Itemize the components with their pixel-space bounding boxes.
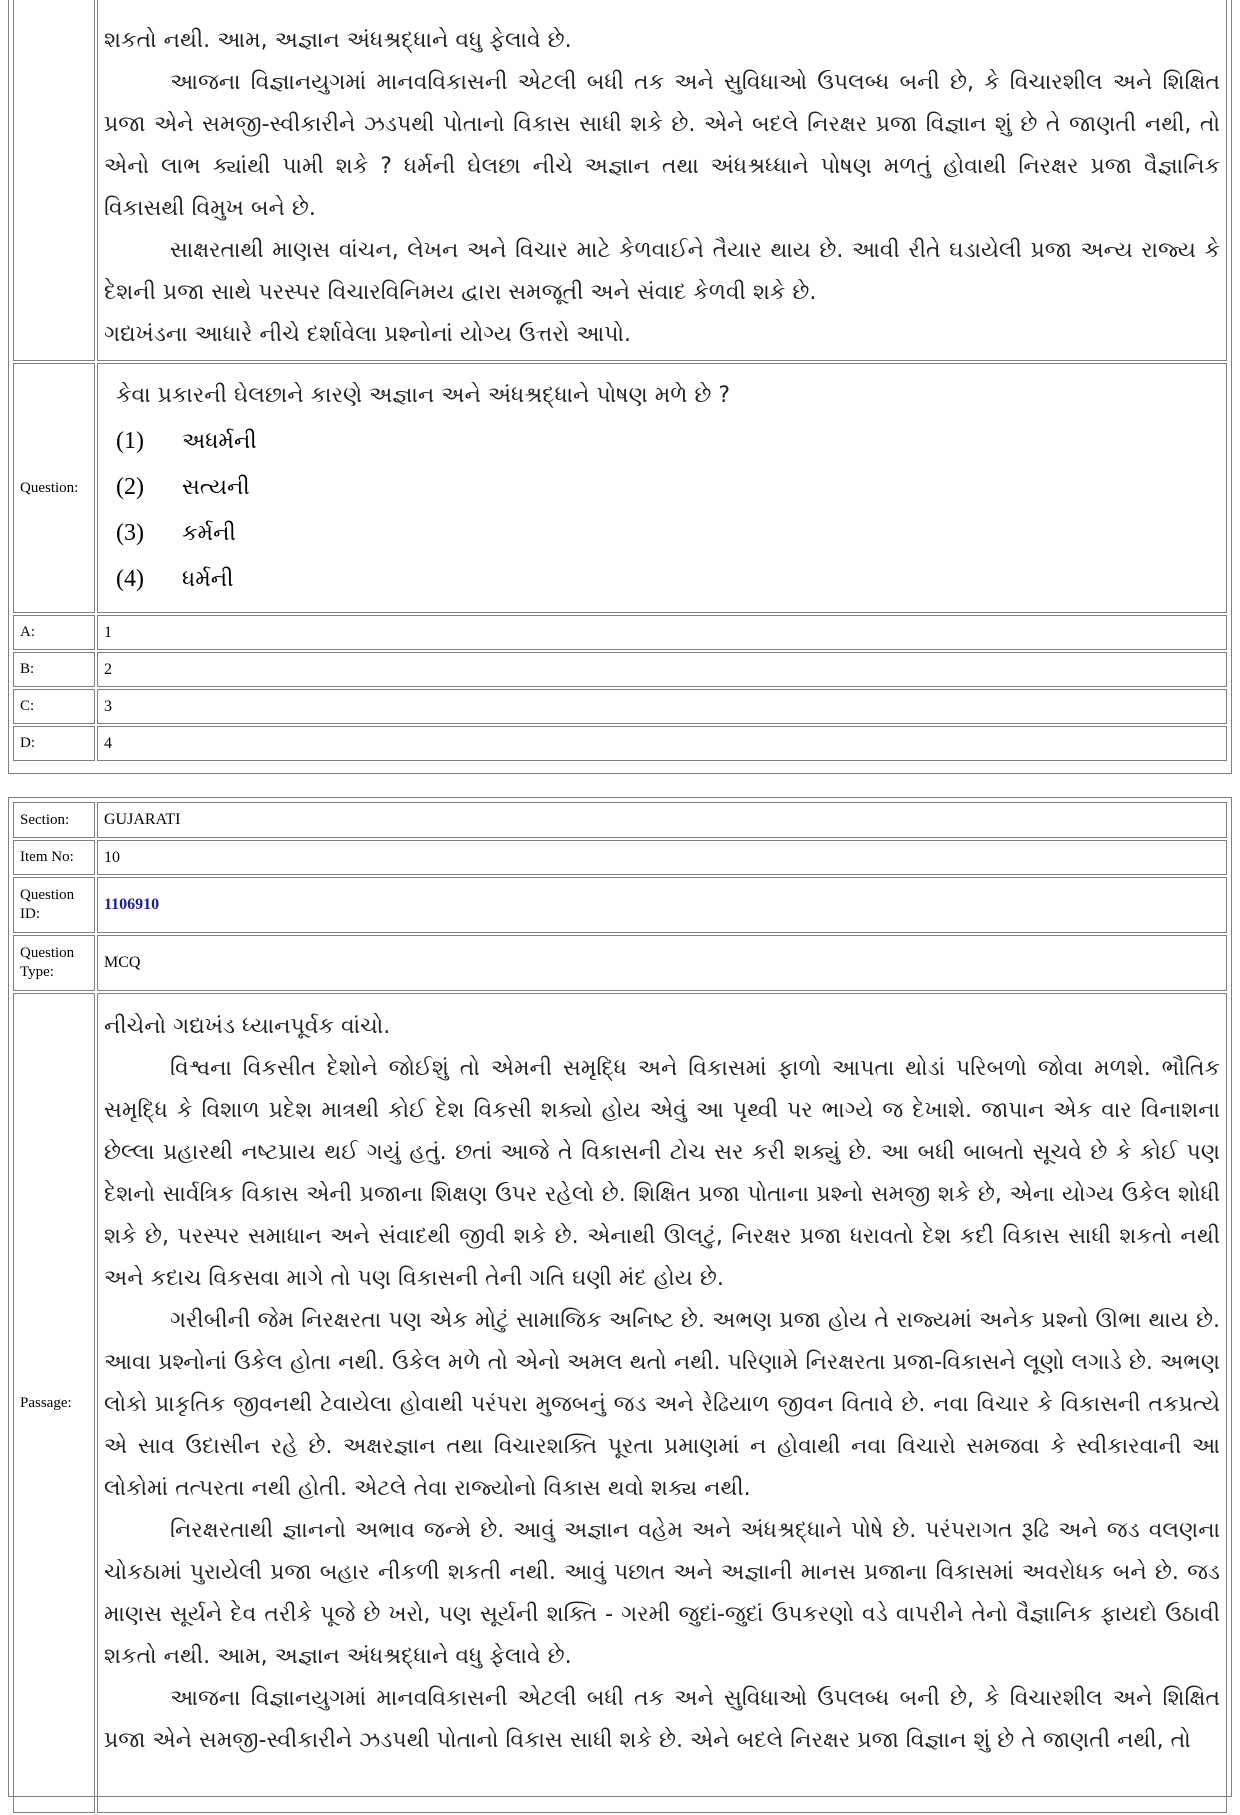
question-type-value: MCQ	[97, 935, 1227, 991]
answer-d-label: D:	[13, 726, 95, 761]
section-value: GUJARATI	[97, 802, 1227, 838]
option-2	[116, 464, 1208, 510]
passage-paragraph: ગરીબીની જેમ નિરક્ષરતા પણ એક મોટું સામાજિક અનિષ્ટ છે. અભણ પ્રજા હોય તે રાજ્યમાં અનેક પ્રશ્નો ઊભા થાય છે. આવા પ્રશ્નોનાં ઉકેલ હોતા નથી. ઉકેલ મળે તો એનો અમલ થતો નથી. પરિણામે નિરક્ષરતા પ્રજા-વિકાસને લૂણો લગાડે છે. અભણ લોકો પ્રાકૃતિક જીવનથી ટેવાયેલા હોવાથી પરંપરા મુજબનું જડ અને રેઢિયાળ જીવન વિતાવે છે. નવા વિચાર કે વિકાસની તકપ્રત્યે એ સાવ ઉદાસીન રહે છે. અક્ષરજ્ઞાન તથા વિચારશક્તિ પૂરતા પ્રમાણમાં ન હોવાથી નવા વિચારો સમજવા કે સ્વીકારવાની આ લોકોમાં તત્પરતા નથી હોતી. એટલે તેવા રાજ્યોનો વિકાસ થવો શક્ય નથી.	[104, 1308, 1220, 1501]
item-no-value: 10	[97, 840, 1227, 875]
option-number: (4)	[116, 565, 144, 592]
question-block-9	[8, 0, 1232, 774]
answer-b-value: 2	[97, 652, 1227, 687]
option-text: ધર્મની	[182, 566, 234, 592]
option-text: સત્યની	[182, 474, 250, 500]
passage-paragraph: વિશ્વના વિકસીત દેશોને જોઈશું તો એમની સમૃદ્ધિ અને વિકાસમાં ફાળો આપતા થોડાં પરિબળો જોવા મળશે. ભૌતિક સમૃદ્ધિ કે વિશાળ પ્રદેશ માત્રથી કોઈ દેશ વિકસી શક્યો હોય એવું આ પૃથ્વી પર ભાગ્યે જ દેખાશે. જાપાન એક વાર વિનાશના છેલ્લા પ્રહારથી નષ્ટપ્રાય થઈ ગયું હતું. છતાં આજે તે વિકાસની ટોચ સર કરી શક્યું છે. આ બધી બાબતો સૂચવે છે કે કોઈ પણ દેશનો સાર્વત્રિક વિકાસ એની પ્રજાના શિક્ષણ ઉપર રહેલો છે. શિક્ષિત પ્રજા પોતાના પ્રશ્નો સમજી શકે છે, એના યોગ્ય ઉકેલ શોધી શકે છે, પરસ્પર સમાધાન અને સંવાદથી જીવી શકે છે. એનાથી ઊલટું, નિરક્ષર પ્રજા ધરાવતો દેશ કદી વિકાસ સાધી શકતો નથી અને કદાચ વિકસવા માગે તો પણ વિકાસની તેની ગતિ ઘણી મંદ હોય છે.	[104, 1056, 1220, 1291]
passage-paragraph: સાક્ષરતાથી માણસ વાંચન, લેખન અને વિચાર માટે કેળવાઈને તૈયાર થાય છે. આવી રીતે ઘડાયેલી પ્રજા અન્ય રાજ્ય કે દેશની પ્રજા સાથે પરસ્પર વિચારવિનિમય દ્વારા સમજૂતી અને સંવાદ કેળવી શકે છે.	[104, 238, 1220, 305]
question-table-10	[11, 800, 1229, 1815]
option-text: કર્મની	[182, 520, 236, 546]
section-label: Section:	[13, 802, 95, 838]
answer-c-value: 3	[97, 689, 1227, 724]
option-number: (1)	[116, 427, 144, 454]
passage-paragraph: શકતો નથી. આમ, અજ્ઞાન અંધશ્રદ્ધાને વધુ ફેલાવે છે.	[104, 28, 572, 53]
item-no-label: Item No:	[13, 840, 95, 875]
answer-a-label: A:	[13, 615, 95, 650]
question-block-10	[8, 797, 1232, 1797]
passage-paragraph: આજના વિજ્ઞાનયુગમાં માનવવિકાસની એટલી બધી તક અને સુવિધાઓ ઉપલબ્ધ બની છે, કે વિચારશીલ અને શિક્ષિત પ્રજા એને સમજી-સ્વીકારીને ઝડપથી પોતાનો વિકાસ સાધી શકે છે. એને બદલે નિરક્ષર પ્રજા વિજ્ઞાન શું છે તે જાણતી નથી, તો	[104, 1686, 1220, 1753]
answer-b-label: B:	[13, 652, 95, 687]
answer-a-value: 1	[97, 615, 1227, 650]
answer-d-value: 4	[97, 726, 1227, 761]
passage-label: Passage:	[13, 993, 95, 1813]
option-number: (3)	[116, 519, 144, 546]
passage-paragraph: આજના વિજ્ઞાનયુગમાં માનવવિકાસની એટલી બધી તક અને સુવિધાઓ ઉપલબ્ધ બની છે, કે વિચારશીલ અને શિક્ષિત પ્રજા એને સમજી-સ્વીકારીને ઝડપથી પોતાનો વિકાસ સાધી શકે છે. એને બદલે નિરક્ષર પ્રજા વિજ્ઞાન શું છે તે જાણતી નથી, તો એનો લાભ ક્યાંથી પામી શકે ? ધર્મની ઘેલછા નીચે અજ્ઞાન તથા અંધશ્રધ્ધાને પોષણ મળતું હોવાથી નિરક્ષર પ્રજા વૈજ્ઞાનિક વિકાસથી વિમુખ બને છે.	[104, 70, 1220, 221]
question-table-9	[11, 0, 1229, 763]
option-3	[116, 510, 1208, 556]
question-cell	[97, 363, 1227, 613]
passage-instruction: ગદ્યખંડના આધારે નીચે દર્શાવેલા પ્રશ્નોનાં યોગ્ય ઉત્તરો આપો.	[104, 322, 631, 347]
option-4	[116, 556, 1208, 602]
option-1	[116, 418, 1208, 464]
option-text: અધર્મની	[182, 428, 257, 454]
passage-paragraph: નિરક્ષરતાથી જ્ઞાનનો અભાવ જન્મે છે. આવું અજ્ઞાન વહેમ અને અંધશ્રદ્ધાને પોષે છે. પરંપરાગત રૂઢિ અને જડ વલણના ચોકઠામાં પુરાયેલી પ્રજા બહાર નીકળી શકતી નથી. આવું પછાત અને અજ્ઞાની માનસ પ્રજાના વિકાસમાં અવરોધક બને છે. જડ માણસ સૂર્યને દેવ તરીકે પૂજે છે ખરો, પણ સૂર્યની શક્તિ - ગરમી જુદાં-જુદાં ઉપકરણો વડે વાપરીને તેનો વૈજ્ઞાનિક ફાયદો ઉઠાવી શકતો નથી. આમ, અજ્ઞાન અંધશ્રદ્ધાને વધુ ફેલાવે છે.	[104, 1518, 1220, 1669]
question-id-value: 1106910	[97, 877, 1227, 933]
passage-heading: નીચેનો ગદ્યખંડ ધ્યાનપૂર્વક વાંચો.	[104, 1014, 391, 1039]
passage-cell	[97, 993, 1227, 1813]
question-id-label: Question ID:	[13, 877, 95, 933]
question-label: Question:	[13, 363, 95, 613]
answer-c-label: C:	[13, 689, 95, 724]
passage-cell	[97, 0, 1227, 361]
option-number: (2)	[116, 473, 144, 500]
question-type-label: Question Type:	[13, 935, 95, 991]
question-text: કેવા પ્રકારની ઘેલછાને કારણે અજ્ઞાન અને અંધશ્રદ્ધાને પોષણ મળે છે ?	[116, 383, 731, 408]
passage-label-cell	[13, 0, 95, 361]
